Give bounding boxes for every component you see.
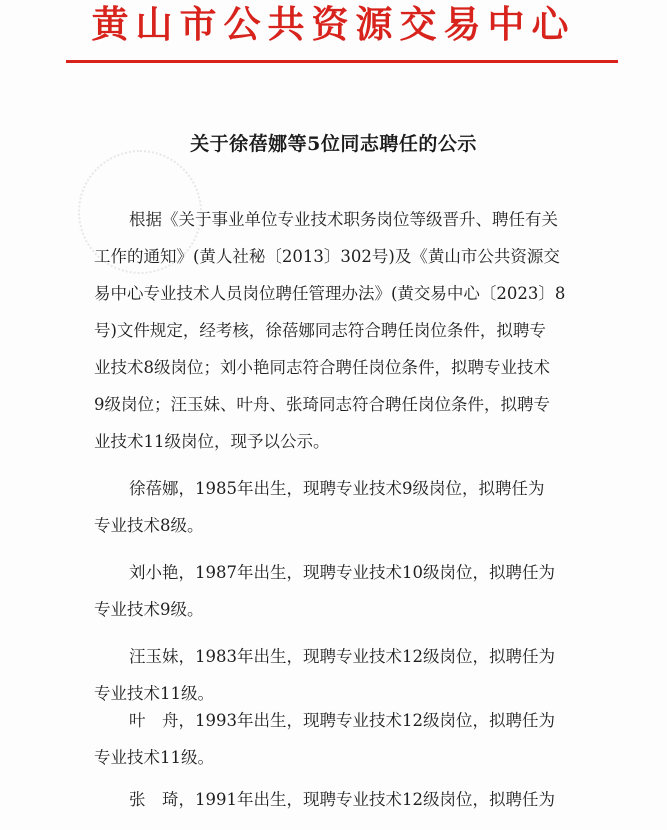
header-red-rule [66, 60, 618, 63]
paragraph-line: 号)文件规定，经考核，徐蓓娜同志符合聘任岗位条件，拟聘专 [94, 321, 546, 340]
entry-line: 张 琦，1991年出生，现聘专业技术12级岗位，拟聘任为 [129, 790, 555, 809]
org-header: 黄山市公共资源交易中心 [91, 2, 576, 46]
entry-line: 专业技术9级。 [94, 600, 204, 619]
document-title: 关于徐蓓娜等5位同志聘任的公示 [190, 133, 477, 155]
paragraph-line: 9级岗位；汪玉妹、叶舟、张琦同志符合聘任岗位条件，拟聘专 [94, 395, 550, 414]
entry-line: 叶 舟，1993年出生，现聘专业技术12级岗位，拟聘任为 [129, 711, 555, 730]
entry-line: 刘小艳，1987年出生，现聘专业技术10级岗位，拟聘任为 [129, 563, 555, 582]
entry-line: 徐蓓娜，1985年出生，现聘专业技术9级岗位，拟聘任为 [129, 479, 545, 498]
entry-line: 汪玉妹，1983年出生，现聘专业技术12级岗位，拟聘任为 [129, 647, 555, 666]
paragraph-line: 业技术8级岗位；刘小艳同志符合聘任岗位条件，拟聘专业技术 [94, 358, 550, 377]
paragraph-line: 根据《关于事业单位专业技术职务岗位等级晋升、聘任有关 [129, 210, 558, 229]
paragraph-line: 易中心专业技术人员岗位聘任管理办法》(黄交易中心〔2023〕8 [94, 284, 566, 303]
paragraph-line: 业技术11级岗位，现予以公示。 [94, 432, 330, 451]
paragraph-line: 工作的通知》(黄人社秘〔2013〕302号)及《黄山市公共资源交 [94, 247, 560, 266]
entry-line: 专业技术11级。 [94, 748, 214, 767]
entry-line: 专业技术8级。 [94, 516, 204, 535]
entry-line: 专业技术11级。 [94, 684, 214, 703]
